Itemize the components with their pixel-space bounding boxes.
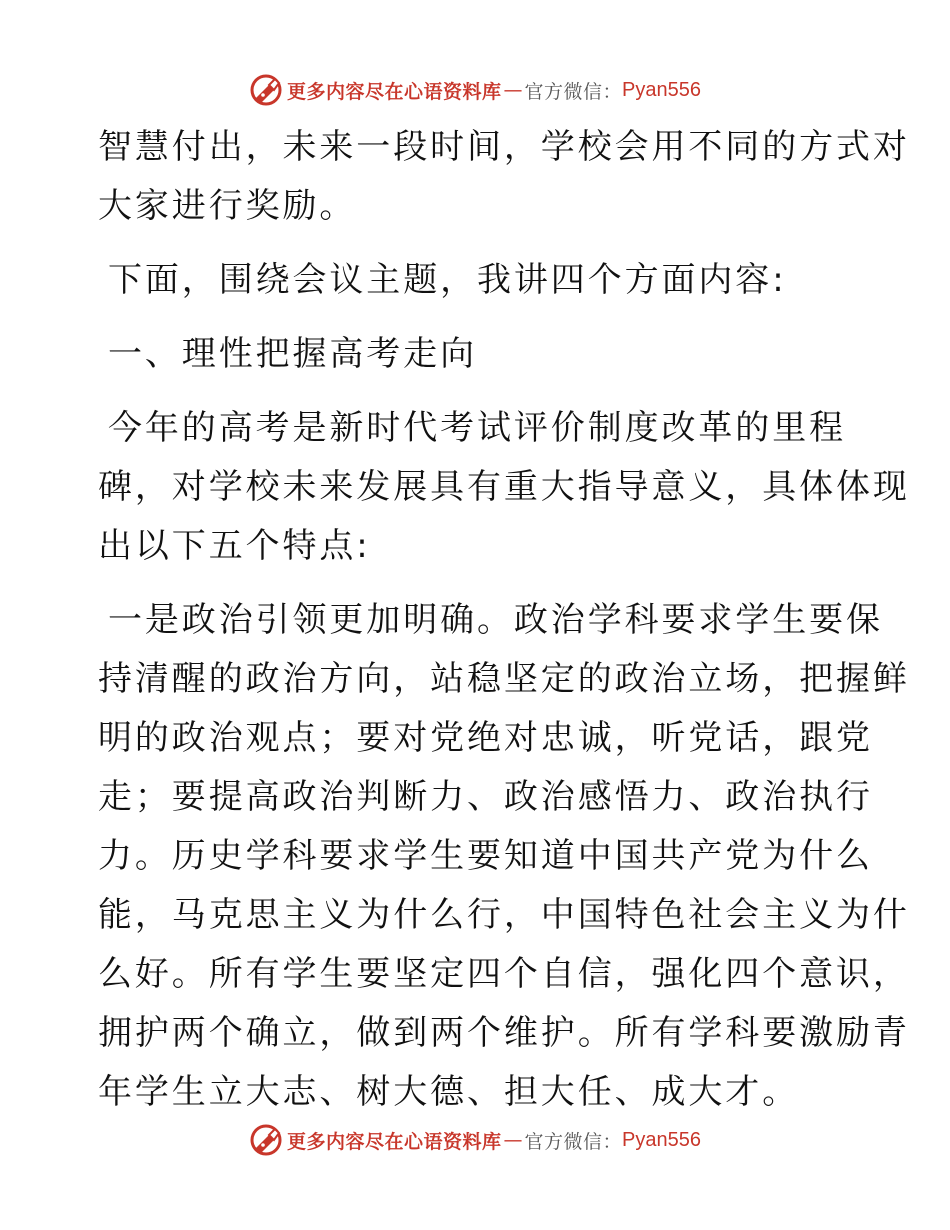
paragraph-line: 能，马克思主义为什么行，中国特色社会主义为什 [98, 895, 910, 935]
footer-wechat-label: 官方微信： [524, 1130, 623, 1153]
paragraph-line: 么好。所有学生要坚定四个自信，强化四个意识， [98, 954, 910, 994]
paragraph-line: 力。历史学科要求学生要知道中国共产党为什么 [98, 836, 873, 876]
paragraph-line: 一是政治引领更加明确。政治学科要求学生要保 [108, 600, 883, 640]
pen-nib-logo-icon [249, 73, 283, 107]
paragraph-line: 碑，对学校未来发展具有重大指导意义，具体体现 [98, 467, 910, 507]
paragraph-line: 智慧付出，未来一段时间，学校会用不同的方式对 [98, 127, 910, 167]
footer-dash: — [503, 1129, 523, 1151]
paragraph-line: 大家进行奖励。 [98, 186, 357, 226]
paragraph-line: 年学生立大志、树大德、担大任、成大才。 [98, 1072, 800, 1112]
header-wechat-label: 官方微信： [524, 80, 623, 103]
footer-brand-text: 更多内容尽在心语资料库 [287, 1130, 502, 1153]
paragraph-line: 今年的高考是新时代考试评价制度改革的里程 [108, 408, 846, 448]
document-body [98, 118, 910, 1122]
footer-wechat-handle: Pyan556 [622, 1128, 701, 1151]
header-wechat-handle: Pyan556 [622, 78, 701, 101]
paragraph-line: 持清醒的政治方向，站稳坚定的政治立场，把握鲜 [98, 659, 910, 699]
header-watermark [0, 70, 950, 110]
section-heading: 一、理性把握高考走向 [108, 334, 477, 374]
paragraph-line: 下面，围绕会议主题，我讲四个方面内容: [108, 260, 787, 300]
footer-watermark [0, 1120, 950, 1160]
header-dash: — [503, 79, 523, 101]
paragraph-line: 出以下五个特点: [98, 526, 371, 566]
pen-nib-logo-icon [249, 1123, 283, 1157]
paragraph-line: 走；要提高政治判断力、政治感悟力、政治执行 [98, 777, 873, 817]
paragraph-line: 拥护两个确立，做到两个维护。所有学科要激励青 [98, 1013, 910, 1053]
header-brand-text: 更多内容尽在心语资料库 [287, 80, 502, 103]
paragraph-line: 明的政治观点；要对党绝对忠诚，听党话，跟党 [98, 718, 873, 758]
